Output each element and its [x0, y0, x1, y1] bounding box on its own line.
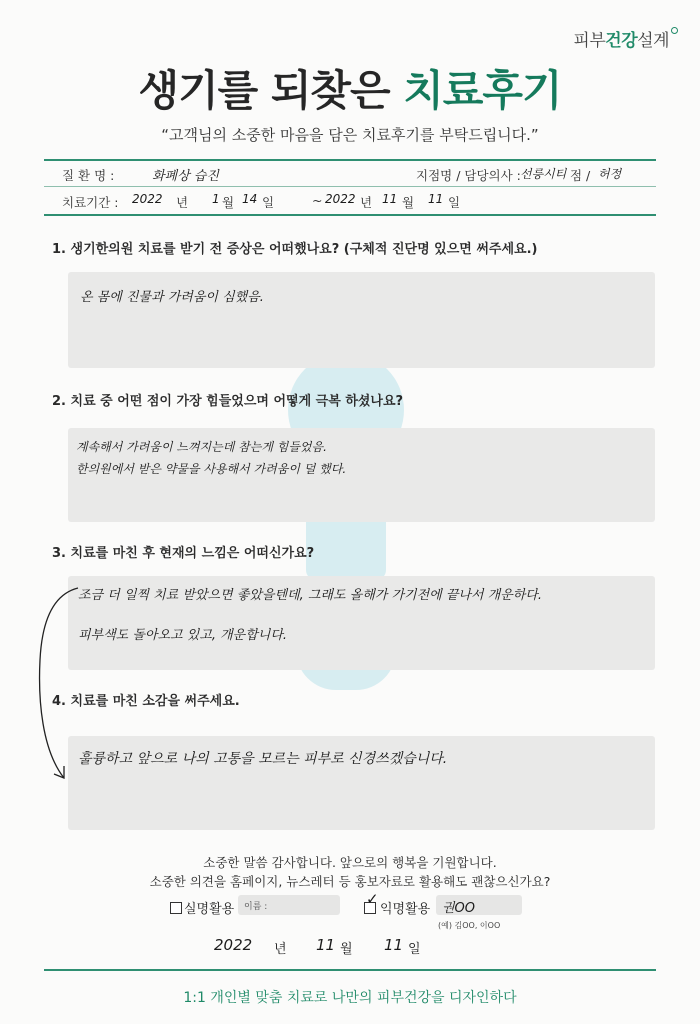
- end-year: 2022: [325, 192, 356, 206]
- info-mid-rule: [44, 186, 656, 187]
- doctor-value: 허정: [598, 167, 622, 181]
- start-day: 14: [242, 192, 258, 206]
- start-month: 1: [212, 192, 220, 206]
- brand-logo: [573, 26, 678, 51]
- question-1: 1. 생기한의원 치료를 받기 전 증상은 어떠했나요? (구체적 진단명 있으면 써주세요.): [52, 242, 538, 257]
- answer-2-line-2: 한의원에서 받은 약물을 사용해서 가려움이 덜 했다.: [76, 462, 347, 476]
- question-3: 3. 치료를 마친 후 현재의 느낌은 어떠신가요?: [52, 546, 315, 561]
- anonymous-check-mark: ✓: [366, 890, 379, 908]
- branch-value: 선릉시티: [520, 167, 567, 181]
- end-day: 11: [428, 192, 444, 206]
- info-bottom-rule: [44, 214, 656, 216]
- date-year: 2022: [214, 936, 253, 954]
- title-main: 생기를 되찾은: [138, 66, 404, 115]
- brand-ring-icon: [671, 27, 678, 34]
- question-4: 4. 치료를 마친 소감을 써주세요.: [52, 694, 240, 709]
- answer-4-line-1: 훌륭하고 앞으로 나의 고통을 모르는 피부로 신경쓰겠습니다.: [78, 751, 448, 767]
- footer-rule: [44, 969, 656, 971]
- question-2: 2. 치료 중 어떤 점이 가장 힘들었으며 어떻게 극복 하셨나요?: [52, 394, 404, 409]
- date-month-word: 월: [340, 942, 353, 957]
- anonymous-label: 익명활용: [380, 902, 431, 917]
- info-top-rule: [44, 159, 656, 161]
- answer-2-line-1: 계속해서 가려움이 느껴지는데 참는게 힘들었음.: [76, 440, 327, 454]
- answer-box-2: [68, 428, 655, 522]
- anonymous-name-value: 권OO: [442, 901, 476, 916]
- footer-consent-question: 소중한 의견을 홈페이지, 뉴스레터 등 홍보자료로 활용해도 괜찮으신가요?: [149, 874, 551, 889]
- date-day-word: 일: [408, 942, 421, 957]
- end-year-word: 년: [360, 195, 373, 210]
- branch-label: 지점명 / 담당의사 :: [416, 168, 521, 183]
- end-day-word: 일: [448, 195, 461, 210]
- start-month-word: 월: [222, 195, 235, 210]
- footer-thanks: 소중한 말씀 감사합니다. 앞으로의 행복을 기원합니다.: [203, 855, 497, 870]
- real-name-checkbox[interactable]: [170, 902, 182, 914]
- answer-box-1: [68, 272, 655, 368]
- bottom-slogan: 1:1 개인별 맞춤 치료로 나만의 피부건강을 디자인하다: [183, 990, 517, 1006]
- start-year: 2022: [132, 192, 163, 206]
- answer-3-line-2: 피부색도 돌아오고 있고, 개운합니다.: [78, 628, 288, 643]
- answer-box-3: [68, 576, 655, 670]
- period-tilde: ~: [312, 193, 323, 208]
- answer-1-line-1: 온 몸에 진물과 가려움이 심했음.: [80, 290, 264, 305]
- anonymous-name-field[interactable]: [436, 895, 522, 915]
- date-day: 11: [384, 936, 404, 954]
- real-name-label: 실명활용: [184, 902, 235, 917]
- disease-label: 질 환 명 :: [62, 168, 115, 183]
- period-label: 치료기간 :: [62, 195, 119, 210]
- start-day-word: 일: [262, 195, 275, 210]
- answer-3-line-1: 조금 더 일찍 치료 받았으면 좋았을텐데, 그래도 올해가 가기전에 끝나서 개운하다.: [78, 588, 543, 603]
- title-green: 치료후기: [403, 66, 562, 115]
- brand-suffix: 설계: [637, 31, 669, 51]
- name-field-label: 이름 :: [244, 902, 268, 912]
- date-year-word: 년: [274, 942, 287, 957]
- date-month: 11: [316, 936, 336, 954]
- page-title: [0, 58, 700, 118]
- real-name-field[interactable]: [238, 895, 340, 915]
- handdrawn-arrow-icon: [24, 580, 84, 790]
- brand-highlight: 건강: [605, 31, 638, 51]
- branch-suffix: 점 /: [570, 168, 591, 183]
- end-month-word: 월: [402, 195, 415, 210]
- brand-prefix: 피부: [573, 31, 606, 51]
- end-month: 11: [382, 192, 398, 206]
- disease-value: 화폐상 습진: [152, 169, 219, 184]
- answer-box-4: [68, 736, 655, 830]
- anonymous-example: (예) 김OO, 이OO: [438, 921, 501, 930]
- page-subtitle: “고객님의 소중한 마음을 담은 치료후기를 부탁드립니다.”: [161, 126, 539, 144]
- start-year-word: 년: [176, 195, 189, 210]
